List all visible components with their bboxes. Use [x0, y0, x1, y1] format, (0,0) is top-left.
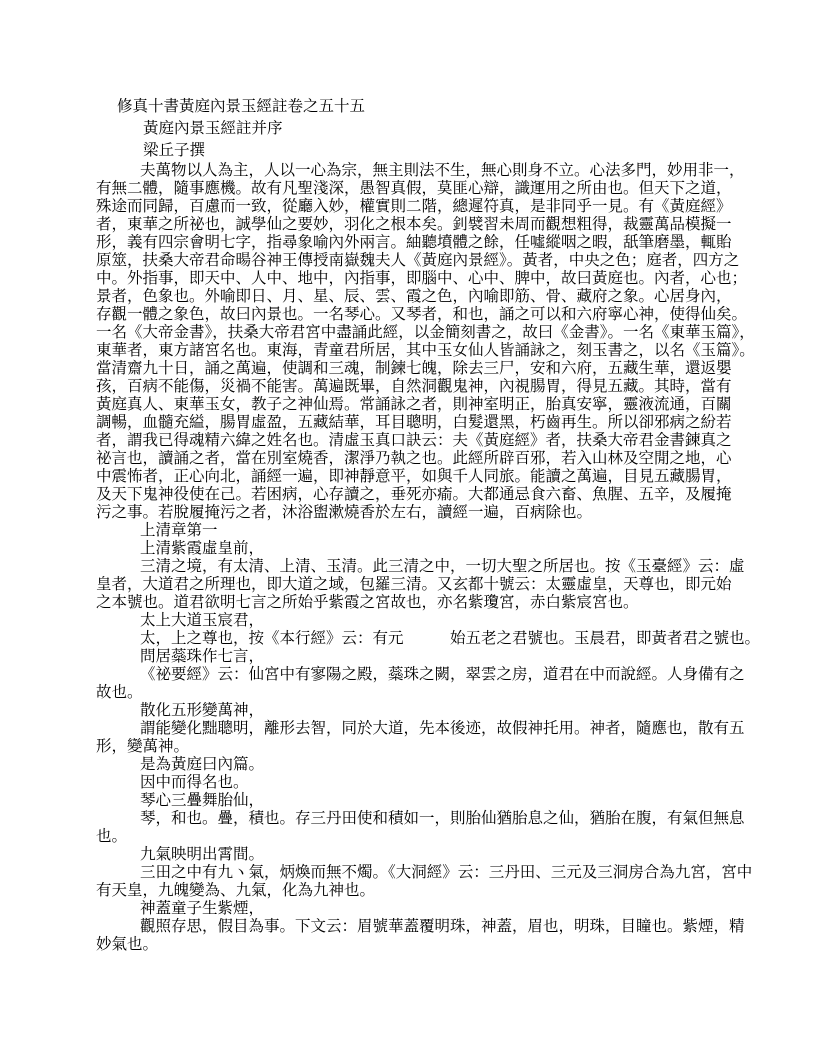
text-line: 三清之境，有太清、上清、玉清。此三清之中，一切大聖之所居也。按《玉臺經》云：虛	[140, 558, 745, 575]
text-line: 一名《大帝金書》，扶桑大帝君宮中盡誦此經，以金簡刻書之，故曰《金書》。一名《東華玉篇》，	[96, 324, 755, 341]
text-line: 黃庭真人、東華玉女，教子之神仙焉。常誦詠之者，則神室明正，胎真安寧，靈液流通，百關	[96, 396, 732, 413]
text-line: 殊途而同歸，百慮而一致，從廳入妙，權實則二階，總遲符真，是非同乎一見。有《黃庭經》	[96, 198, 732, 215]
text-line: 梁丘子撰	[143, 142, 206, 159]
text-line: 《祕要經》云：仙宮中有寥陽之殿，蘂珠之闕，翠雲之房，道君在中而說經。人身備有之	[140, 666, 745, 683]
text-line: 上清紫霞虛皇前，	[140, 540, 265, 557]
text-line: 形，義有四宗會明七字，指尋象喻內外兩言。紬聽墳體之餘，任噓縱咽之暇，舐筆磨墨，輒貽	[96, 234, 732, 251]
text-line: 形，變萬神。	[96, 738, 190, 755]
text-line: 之本號也。道君欲明七言之所始乎紫霞之宮故也，亦名紫瓊宮，赤白紫宸宮也。	[96, 594, 639, 611]
text-line: 太上大道玉宸君，	[140, 612, 265, 629]
document-text-content	[96, 96, 761, 954]
text-line: 存觀一體之象色，故曰內景也。一名琴心。又琴者，和也，誦之可以和六府寧心神，使得仙矣。	[96, 306, 748, 323]
text-line: 東華者，東方諸宮名也。東海，青童君所居，其中玉女仙人皆誦詠之，刻玉書之，以名《玉篇》。	[96, 342, 755, 359]
text-line: 污之事。若脫履掩污之者，沐浴盥漱燒香於左右，讀經一遍，百病除也。	[96, 504, 593, 521]
text-line: 有無二體，隨事應機。故有凡聖淺深，愚智真假，莫匪心辯，識運用之所由也。但天下之道，	[96, 180, 732, 197]
text-line: 故也。	[96, 684, 143, 701]
text-line: 景者，色象也。外喻即日、月、星、辰、雲、霞之色，內喻即筋、骨、藏府之象。心居身內，	[96, 288, 732, 305]
text-line: 九氣映明出霄間。	[140, 846, 265, 863]
text-line: 孩，百病不能傷，災禍不能害。萬遍既畢，自然洞觀鬼神，內視腸胃，得見五藏。其時，當有	[96, 378, 732, 395]
text-line: 問居蘂珠作七言，	[140, 648, 265, 665]
text-line: 當清齋九十日，誦之萬遍，使調和三魂，制鍊七魄，除去三尸，安和六府，五藏生華，還返嬰	[96, 360, 732, 377]
text-line: 中震怖者，正心向北，誦經一遍，即神靜意平，如與千人同旅。能讀之萬遍，目見五藏腸胃，	[96, 468, 732, 485]
text-line: 調暢，血髓充縊，腸胃虛盈，五藏結華，耳目聰明，白髮還黑，朽齒再生。所以卻邪病之紛若	[96, 414, 732, 431]
text-line: 有天皇，九魄變為、九氣，化為九神也。	[96, 882, 376, 899]
text-line: 琴，和也。疊，積也。存三丹田使和積如一，則胎仙猶胎息之仙，猶胎在腹，有氣但無息	[140, 810, 745, 827]
text-line: 觀照存思，假目為事。下文云：眉號華蓋覆明珠，神蓋，眉也，明珠，目瞳也。紫煙，精	[140, 918, 745, 935]
text-line: 是為黃庭曰內篇。	[140, 756, 265, 773]
text-line: 黃庭內景玉經註并序	[143, 120, 283, 137]
text-line: 謂能變化黜聰明，離形去智，同於大道，先本後迹，故假神托用。神者，隨應也，散有五	[140, 720, 745, 737]
text-line: 太，上之尊也，按《本行經》云：有元 始五老之君號也。玉晨君，即黃者君之號也。	[140, 630, 761, 647]
text-line: 也。	[96, 828, 128, 845]
text-line: 散化五形變萬神，	[140, 702, 265, 719]
text-line: 中。外指事，即天中、人中、地中，內指事，即腦中、心中、脾中，故曰黃庭也。內者，心也；	[96, 270, 748, 287]
text-line: 原筮，扶桑大帝君命暘谷神王傳授南嶽魏夫人《黃庭內景經》。黃者，中央之色；庭者，四方之	[96, 252, 740, 269]
text-line: 祕言也，讀誦之者，當在別室燒香，潔淨乃執之也。此經所辟百邪，若入山林及空閒之地，心	[96, 450, 732, 467]
text-line: 者，東華之所祕也，誠學仙之要妙，羽化之根本矣。釗襞習未周而觀想粗得，裁靈萬品模擬一	[96, 216, 732, 233]
document-title-line: 修真十書黃庭內景玉經註卷之五十五	[117, 98, 366, 115]
text-line: 上清章第一	[140, 522, 218, 539]
text-line: 皇者，大道君之所理也，即大道之域，包羅三清。又玄都十號云：太靈虛皇，天尊也，即元始	[96, 576, 732, 593]
text-line: 夫萬物以人為主，人以一心為宗，無主則法不生，無心則身不立。心法多門，妙用非一，	[140, 162, 745, 179]
text-line: 因中而得名也。	[140, 774, 249, 791]
text-line: 琴心三疊舞胎仙，	[140, 792, 265, 809]
text-line: 及天下鬼神役使在己。若困病，心存讀之，垂死亦瘉。大都通忌食六畜、魚腥、五辛，及履掩	[96, 486, 732, 503]
text-line: 妙氣也。	[96, 936, 159, 953]
text-line: 者，謂我已得魂精六緯之姓名也。清虛玉真口訣云：夫《黃庭經》者，扶桑大帝君金書鍊真之	[96, 432, 732, 449]
text-line: 三田之中有九ヽ氣，炳煥而無不燭。《大洞經》云：三丹田、三元及三洞房合為九宮，宮中	[140, 864, 753, 881]
text-line: 神蓋童子生紫煙，	[140, 900, 265, 917]
